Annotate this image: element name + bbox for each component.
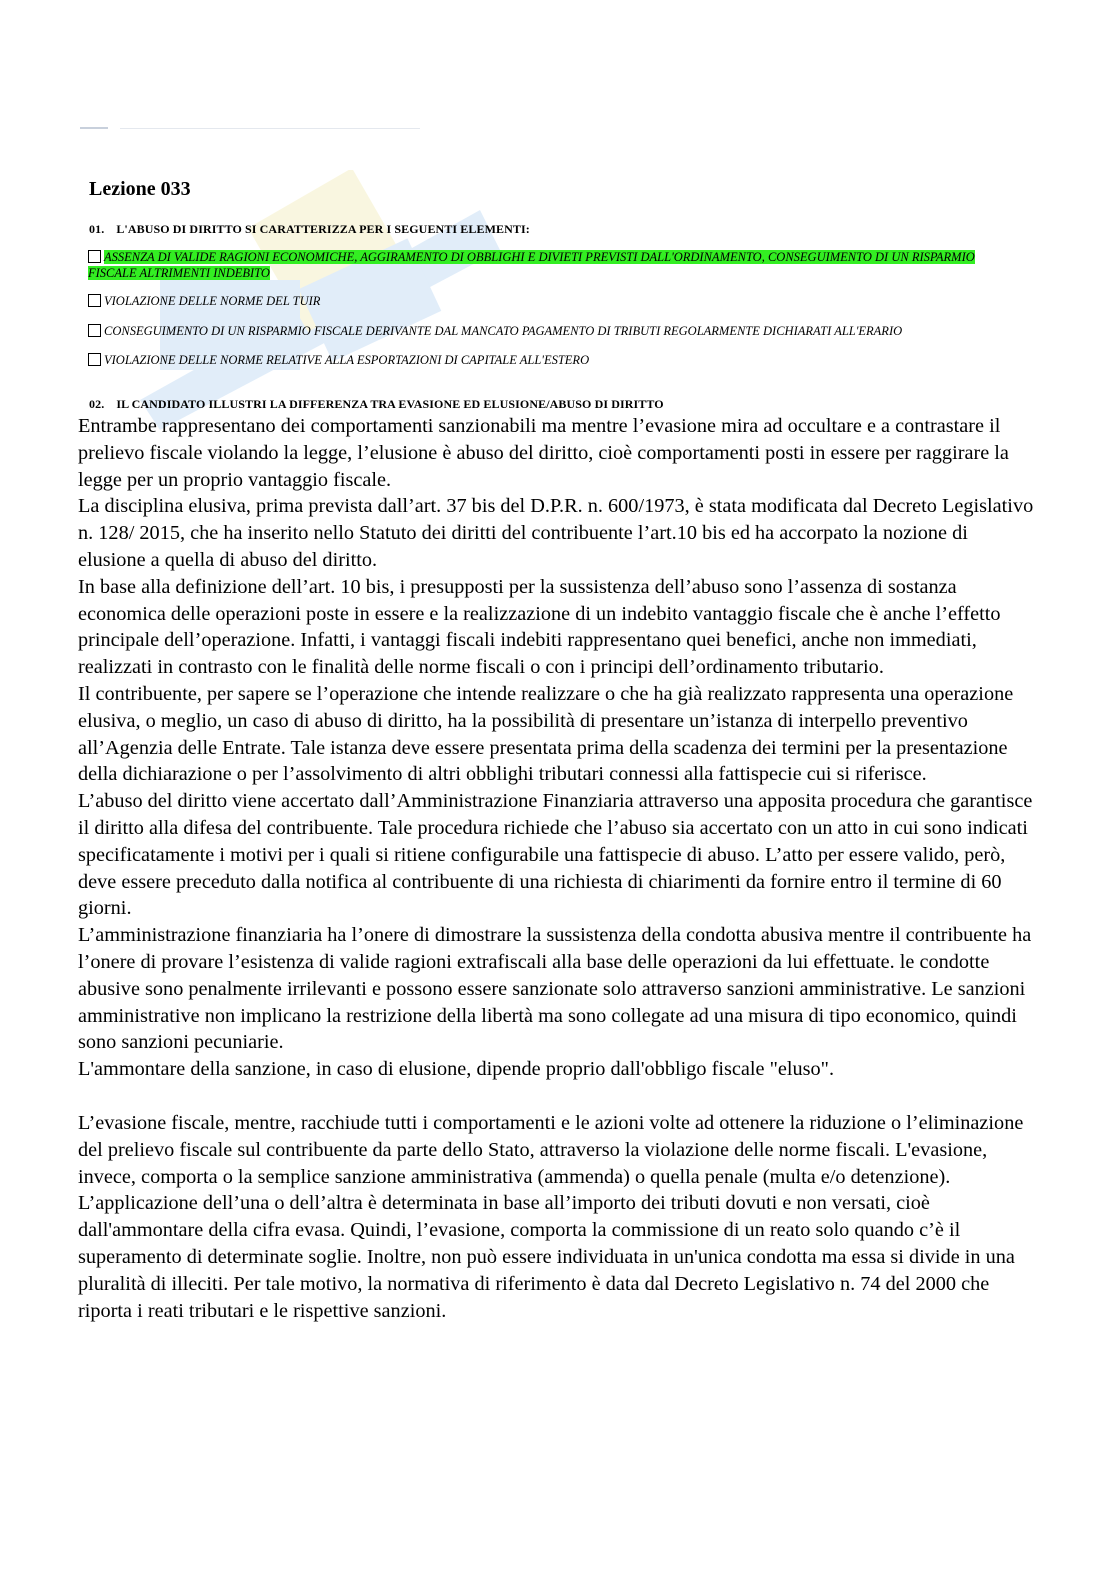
question-1-number: 01. [89,222,105,236]
answer-paragraph: Il contribuente, per sapere se l’operazione che intende realizzare o che ha già realizzato rappresenta una operazione elusiva, o meglio, un caso di abuso di diritto, ha la possibilità di presentare un’istanza di interpello preventivo all’Agenzia delle Entrate. Tale istanza deve essere presentata prima della scadenza dei termini per la presentazione della dichiarazione o per l’assolvimento di altri obblighi tributari connessi alla fattispecie cui si riferisce. [78,682,1014,786]
question-2-text: IL CANDIDATO ILLUSTRI LA DIFFERENZA TRA EVASIONE ED ELUSIONE/ABUSO DI DIRITTO [116,397,664,411]
answer-paragraph: L’abuso del diritto viene accertato dall’Amministrazione Finanziaria attraverso una apposita procedura che garantisce il diritto alla difesa del contribuente. Tale procedura richiede che l’abuso sia accertato con un atto in cui sono indicati specificatamente i motivi per i quali si ritiene configurabile una fattispecie di abuso. L’atto per essere valido, però, deve essere preceduto dalla notifica al contribuente di una richiesta di chiarimenti da fornire entro il termine di 60 giorni. [78,790,1033,920]
question-1-title [89,222,530,237]
option-4-text: VIOLAZIONE DELLE NORME RELATIVE ALLA ESPORTAZIONI DI CAPITALE ALL'ESTERO [104,353,590,367]
option-2-text: VIOLAZIONE DELLE NORME DEL TUIR [104,294,321,308]
checkbox-icon[interactable] [88,353,101,366]
answer-text [78,413,1038,1324]
option-1[interactable] [88,249,1023,281]
question-2-title [89,397,664,412]
question-2-number: 02. [89,397,105,411]
lesson-title: Lezione 033 [89,178,191,200]
option-1-text: ASSENZA DI VALIDE RAGIONI ECONOMICHE, AGGIRAMENTO DI OBBLIGHI E DIVIETI PREVISTI DALL'ORDINAMENTO, CONSEGUIMENTO DI UN RISPARMIO FISCALE ALTRIMENTI INDEBITO [88,250,975,280]
answer-paragraph: In base alla definizione dell’art. 10 bis, i presupposti per la sussistenza dell’abuso sono l’assenza di sostanza economica delle operazioni poste in essere e la realizzazione di un indebito vantaggio fiscale che è anche l’effetto principale dell’operazione. Infatti, i vantaggi fiscali indebiti rappresentano quei benefici, anche non immediati, realizzati in contrasto con le finalità delle norme fiscali o con i principi dell’ordinamento tributario. [78,575,1001,679]
option-3[interactable] [88,323,1023,339]
checkbox-icon[interactable] [88,324,101,337]
answer-paragraph: Entrambe rappresentano dei comportamenti sanzionabili ma mentre l’evasione mira ad occultare e a contrastare il prelievo fiscale violando la legge, l’elusione è abuso del diritto, cioè comportamenti posti in essere per raggirare la legge per un proprio vantaggio fiscale. [78,415,1009,491]
option-3-text: CONSEGUIMENTO DI UN RISPARMIO FISCALE DERIVANTE DAL MANCATO PAGAMENTO DI TRIBUTI REGOLARMENTE DICHIARATI ALL'ERARIO [104,324,903,338]
header-line [80,127,420,130]
option-2[interactable] [88,293,1023,309]
answer-paragraph: La disciplina elusiva, prima prevista dall’art. 37 bis del D.P.R. n. 600/1973, è stata modificata dal Decreto Legislativo n. 128/ 2015, che ha inserito nello Statuto dei diritti del contribuente l’art.10 bis ed ha accorpato la nozione di elusione a quella di abuso del diritto. [78,495,1034,571]
answer-paragraph: L’amministrazione finanziaria ha l’onere di dimostrare la sussistenza della condotta abusiva mentre il contribuente ha l’onere di provare l’esistenza di valide ragioni extrafiscali alla base delle operazioni da lui effettuate. le condotte abusive sono penalmente irrilevanti e possono essere sanzionate solo attraverso sanzioni amministrative. Le sanzioni amministrative non implicano la restrizione della libertà ma sono collegate ad una misura di tipo economico, quindi sono sanzioni pecuniarie. [78,924,1032,1054]
paragraph-gap [78,1083,1038,1110]
checkbox-icon[interactable] [88,294,101,307]
answer-paragraph: L'ammontare della sanzione, in caso di elusione, dipende proprio dall'obbligo fiscale "eluso". [78,1058,835,1081]
answer-paragraph: L’evasione fiscale, mentre, racchiude tutti i comportamenti e le azioni volte ad ottenere la riduzione o l’eliminazione del prelievo fiscale sul contribuente da parte dello Stato, attraverso la violazione delle norme fiscali. L'evasione, invece, comporta o la semplice sanzione amministrativa (ammenda) o quella penale (multa e/o detenzione). L’applicazione dell’una o dell’altra è determinata in base all’importo dei tributi dovuti e non versati, cioè dall'ammontare della cifra evasa. Quindi, l’evasione, comporta la commissione di un reato solo quando c’è il superamento di determinate soglie. Inoltre, non può essere individuata in un'unica condotta ma essa si divide in una pluralità di illeciti. Per tale motivo, la normativa di riferimento è data dal Decreto Legislativo n. 74 del 2000 che riporta i reati tributari e le rispettive sanzioni. [78,1111,1024,1322]
option-4[interactable] [88,352,1023,368]
checkbox-icon[interactable] [88,250,101,263]
question-1-text: L'ABUSO DI DIRITTO SI CARATTERIZZA PER I SEGUENTI ELEMENTI: [116,222,530,236]
